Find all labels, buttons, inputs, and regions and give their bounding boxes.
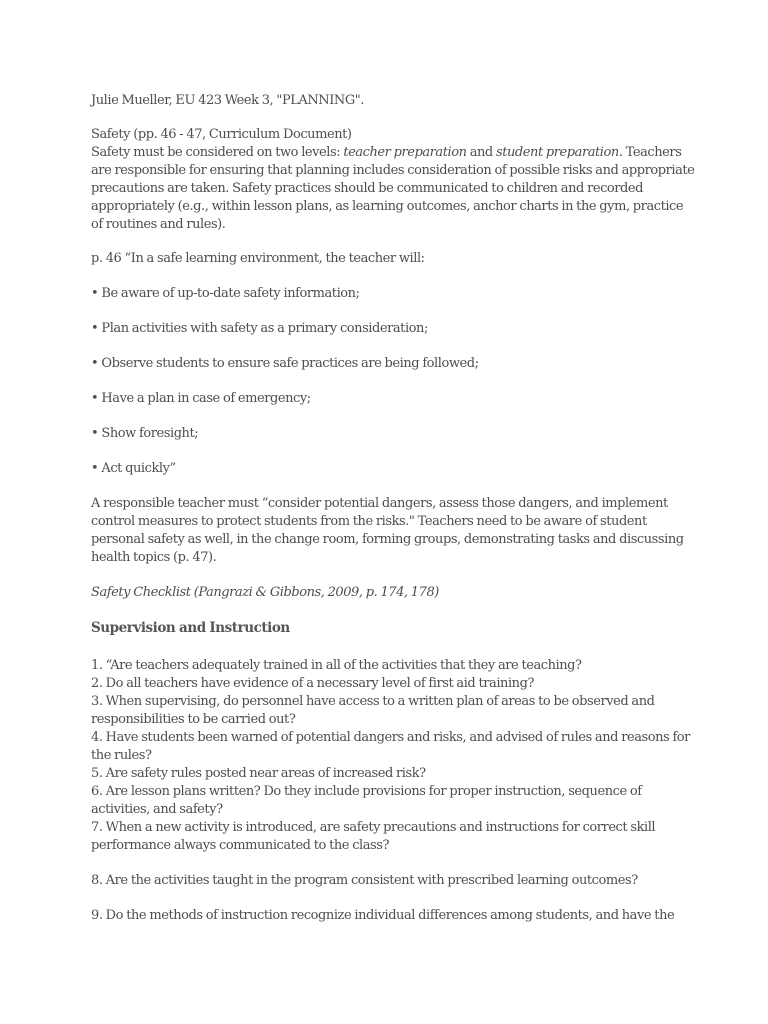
section-heading: Supervision and Instruction (91, 620, 290, 636)
bullet-item: • Be aware of up-to-date safety information; (91, 286, 360, 301)
question-item: 3. When supervising, do personnel have access to a written plan of areas to be observed and responsibilities to be carried out? (91, 694, 655, 727)
question-item: 2. Do all teachers have evidence of a necessary level of first aid training? (91, 676, 534, 691)
question-item: 9. Do the methods of instruction recognize individual differences among students, and have the (91, 908, 675, 923)
bullet-item: • Show foresight; (91, 426, 199, 441)
document-header: Julie Mueller, EU 423 Week 3, "PLANNING". (91, 93, 364, 108)
responsible-teacher-paragraph: A responsible teacher must “consider potential dangers, assess those dangers, and implement control measures to protect students from the risks." Teachers need to be aware of student personal safety as well, in the change room, forming groups, demonstrating tasks and discussing health topics (p. 47). (91, 496, 684, 565)
safety-intro-paragraph (91, 144, 698, 234)
bullet-item: • Act quickly” (91, 461, 176, 476)
question-item: 5. Are safety rules posted near areas of increased risk? (91, 766, 426, 781)
safety-section (91, 126, 698, 234)
safety-checklist-title: Safety Checklist (Pangrazi & Gibbons, 2009, p. 174, 178) (91, 585, 439, 600)
safety-intro-part1: Safety must be considered on two levels: (91, 145, 344, 160)
question-item: 7. When a new activity is introduced, are safety precautions and instructions for correct skill performance always communicated to the class? (91, 820, 656, 853)
question-list (91, 657, 698, 925)
p46-intro: p. 46 “In a safe learning environment, the teacher will: (91, 251, 425, 266)
question-item: 1. “Are teachers adequately trained in all of the activities that they are teaching? (91, 658, 582, 673)
bullet-item: • Observe students to ensure safe practices are being followed; (91, 356, 479, 371)
bullet-item: • Have a plan in case of emergency; (91, 391, 311, 406)
safety-intro-part3: . Teachers are responsible for ensuring that planning includes consideration of possible risks and appropriate precautions are taken. Safety practices should be communicated to children and recorded appropriately (e.g., within lesson plans, as learning outcomes, anchor charts in the gym, practice of routines and rules). (91, 145, 695, 232)
question-item: 8. Are the activities taught in the program consistent with prescribed learning outcomes? (91, 873, 638, 888)
safety-intro-part2: and (466, 145, 496, 160)
teacher-preparation-emphasis: teacher preparation (343, 145, 467, 160)
student-preparation-emphasis: student preparation (496, 145, 619, 160)
question-item: 6. Are lesson plans written? Do they include provisions for proper instruction, sequence of activities, and safety? (91, 784, 642, 817)
bullet-item: • Plan activities with safety as a primary consideration; (91, 321, 428, 336)
question-item: 4. Have students been warned of potential dangers and risks, and advised of rules and reasons for the rules? (91, 730, 690, 763)
safety-title: Safety (pp. 46 - 47, Curriculum Document) (91, 127, 352, 142)
